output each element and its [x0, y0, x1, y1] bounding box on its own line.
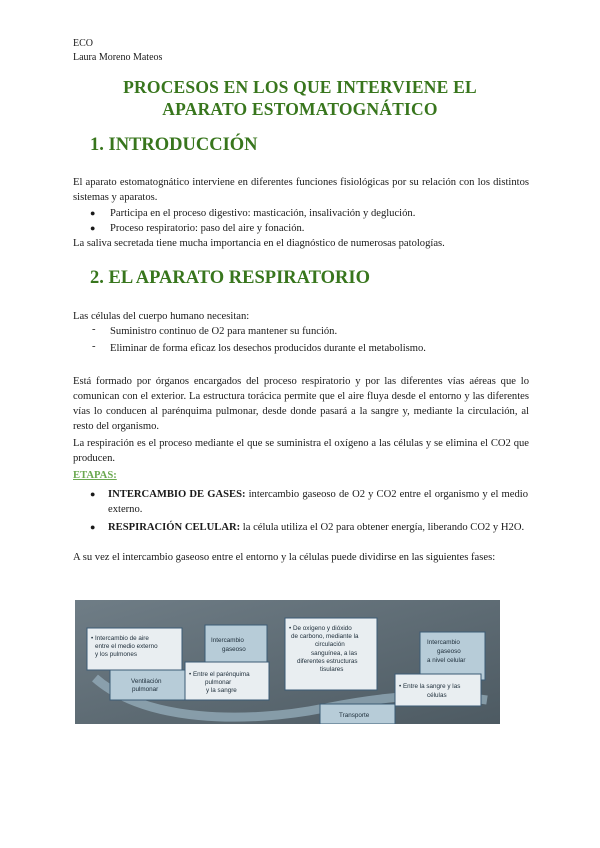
document-title: [70, 76, 530, 120]
need-item-1: Suministro continuo de O2 para mantener su función.: [110, 326, 338, 337]
respiratory-structure-paragraph: Está formado por órganos encargados del proceso respiratorio y por las diferentes vías aéreas que lo comunican con el exterior. La estructura torácica permite que el aire fluya desde el entorno y las diferentes vías lo conducen al parénquima pulmonar, desde donde pasará a la sangre y, mediante la circulación, al resto del organismo.: [73, 376, 529, 432]
etapa-item-1: [108, 487, 528, 517]
box4-line-1: • Entre la sangre y las: [399, 683, 461, 690]
dash-marker: -: [92, 324, 96, 335]
etapa-text-2: la célula utiliza el O2 para obtener energía, liberando CO2 y H2O.: [240, 522, 525, 533]
box2-label-line-2: gaseoso: [222, 646, 246, 653]
box1-label-line-2: pulmonar: [132, 686, 159, 693]
cells-need-intro: Las células del cuerpo humano necesitan:: [73, 311, 250, 322]
phases-diagram-svg: [75, 600, 500, 724]
need-item-2: Eliminar de forma eficaz los desechos producidos durante el metabolismo.: [110, 343, 426, 354]
box4-line-2: células: [427, 692, 447, 699]
intro-bullet-2: Proceso respiratorio: paso del aire y fonación.: [110, 223, 305, 234]
box1-line-2: entre el medio externo: [95, 643, 158, 650]
box2-label-line-1: Intercambio: [211, 637, 244, 644]
intro-bullet-1: Participa en el proceso digestivo: masticación, insalivación y deglución.: [110, 208, 416, 219]
bullet-icon: ●: [90, 223, 96, 233]
box3-line-3: circulación: [315, 641, 345, 648]
box4-label-line-2: gaseoso: [437, 648, 461, 655]
box1-line-3: y los pulmones: [95, 651, 137, 658]
box4-label-line-3: a nivel celular: [427, 657, 466, 664]
bullet-icon: ●: [90, 208, 96, 218]
ventilation-label-box: [110, 670, 185, 700]
etapa-term-2: RESPIRACIÓN CELULAR:: [108, 522, 241, 533]
box3-line-2: de carbono, mediante la: [291, 633, 359, 640]
intro-paragraph: El aparato estomatognático interviene en diferentes funciones fisiológicas por su relación con los distintos sistemas y aparatos.: [73, 177, 529, 203]
box4-label-line-1: Intercambio: [427, 639, 460, 646]
section-1-heading: 1. INTRODUCCIÓN: [90, 135, 258, 155]
saliva-paragraph: La saliva secretada tiene mucha importancia en el diagnóstico de numerosas patologías.: [73, 238, 445, 249]
section-2-heading: 2. EL APARATO RESPIRATORIO: [90, 268, 370, 288]
bullet-icon: ●: [90, 522, 96, 532]
title-line-1: PROCESOS EN LOS QUE INTERVIENE EL: [123, 77, 477, 97]
box2-line-2: pulmonar: [205, 679, 232, 686]
author-name: Laura Moreno Mateos: [73, 52, 163, 63]
bullet-icon: ●: [90, 489, 96, 499]
title-line-2: APARATO ESTOMATOGNÁTICO: [162, 99, 438, 119]
box3-line-5: diferentes estructuras: [297, 658, 358, 665]
box1-line-1: • Intercambio de aire: [91, 635, 149, 642]
box2-line-1: • Entre el parénquima: [189, 671, 250, 678]
box1-label-line-1: Ventilación: [131, 678, 162, 685]
etapas-label: ETAPAS:: [73, 470, 117, 481]
phases-intro-paragraph: A su vez el intercambio gaseoso entre el entorno y la células puede dividirse en las siguientes fases:: [73, 552, 496, 563]
box3-line-1: • De oxígeno y dióxido: [289, 625, 352, 632]
box3-label: Transporte: [339, 712, 370, 719]
respiration-definition-paragraph: La respiración es el proceso mediante el que se suministra el oxígeno a las células y se elimina el CO2 que producen.: [73, 438, 529, 464]
box2-line-3: y la sangre: [206, 687, 237, 694]
course-label: ECO: [73, 38, 93, 49]
etapa-item-2: [108, 520, 528, 535]
gas-exchange-phases-diagram: [75, 600, 500, 724]
box3-line-6: tisulares: [320, 666, 344, 673]
etapa-term-1: INTERCAMBIO DE GASES:: [108, 489, 246, 500]
dash-marker: -: [92, 341, 96, 352]
etapa-text-1: intercambio gaseoso de O2 y CO2 entre el organismo y el medio externo.: [108, 489, 528, 515]
cellular-exchange-description-box: [395, 674, 481, 706]
box3-line-4: sanguínea, a las: [311, 650, 358, 657]
